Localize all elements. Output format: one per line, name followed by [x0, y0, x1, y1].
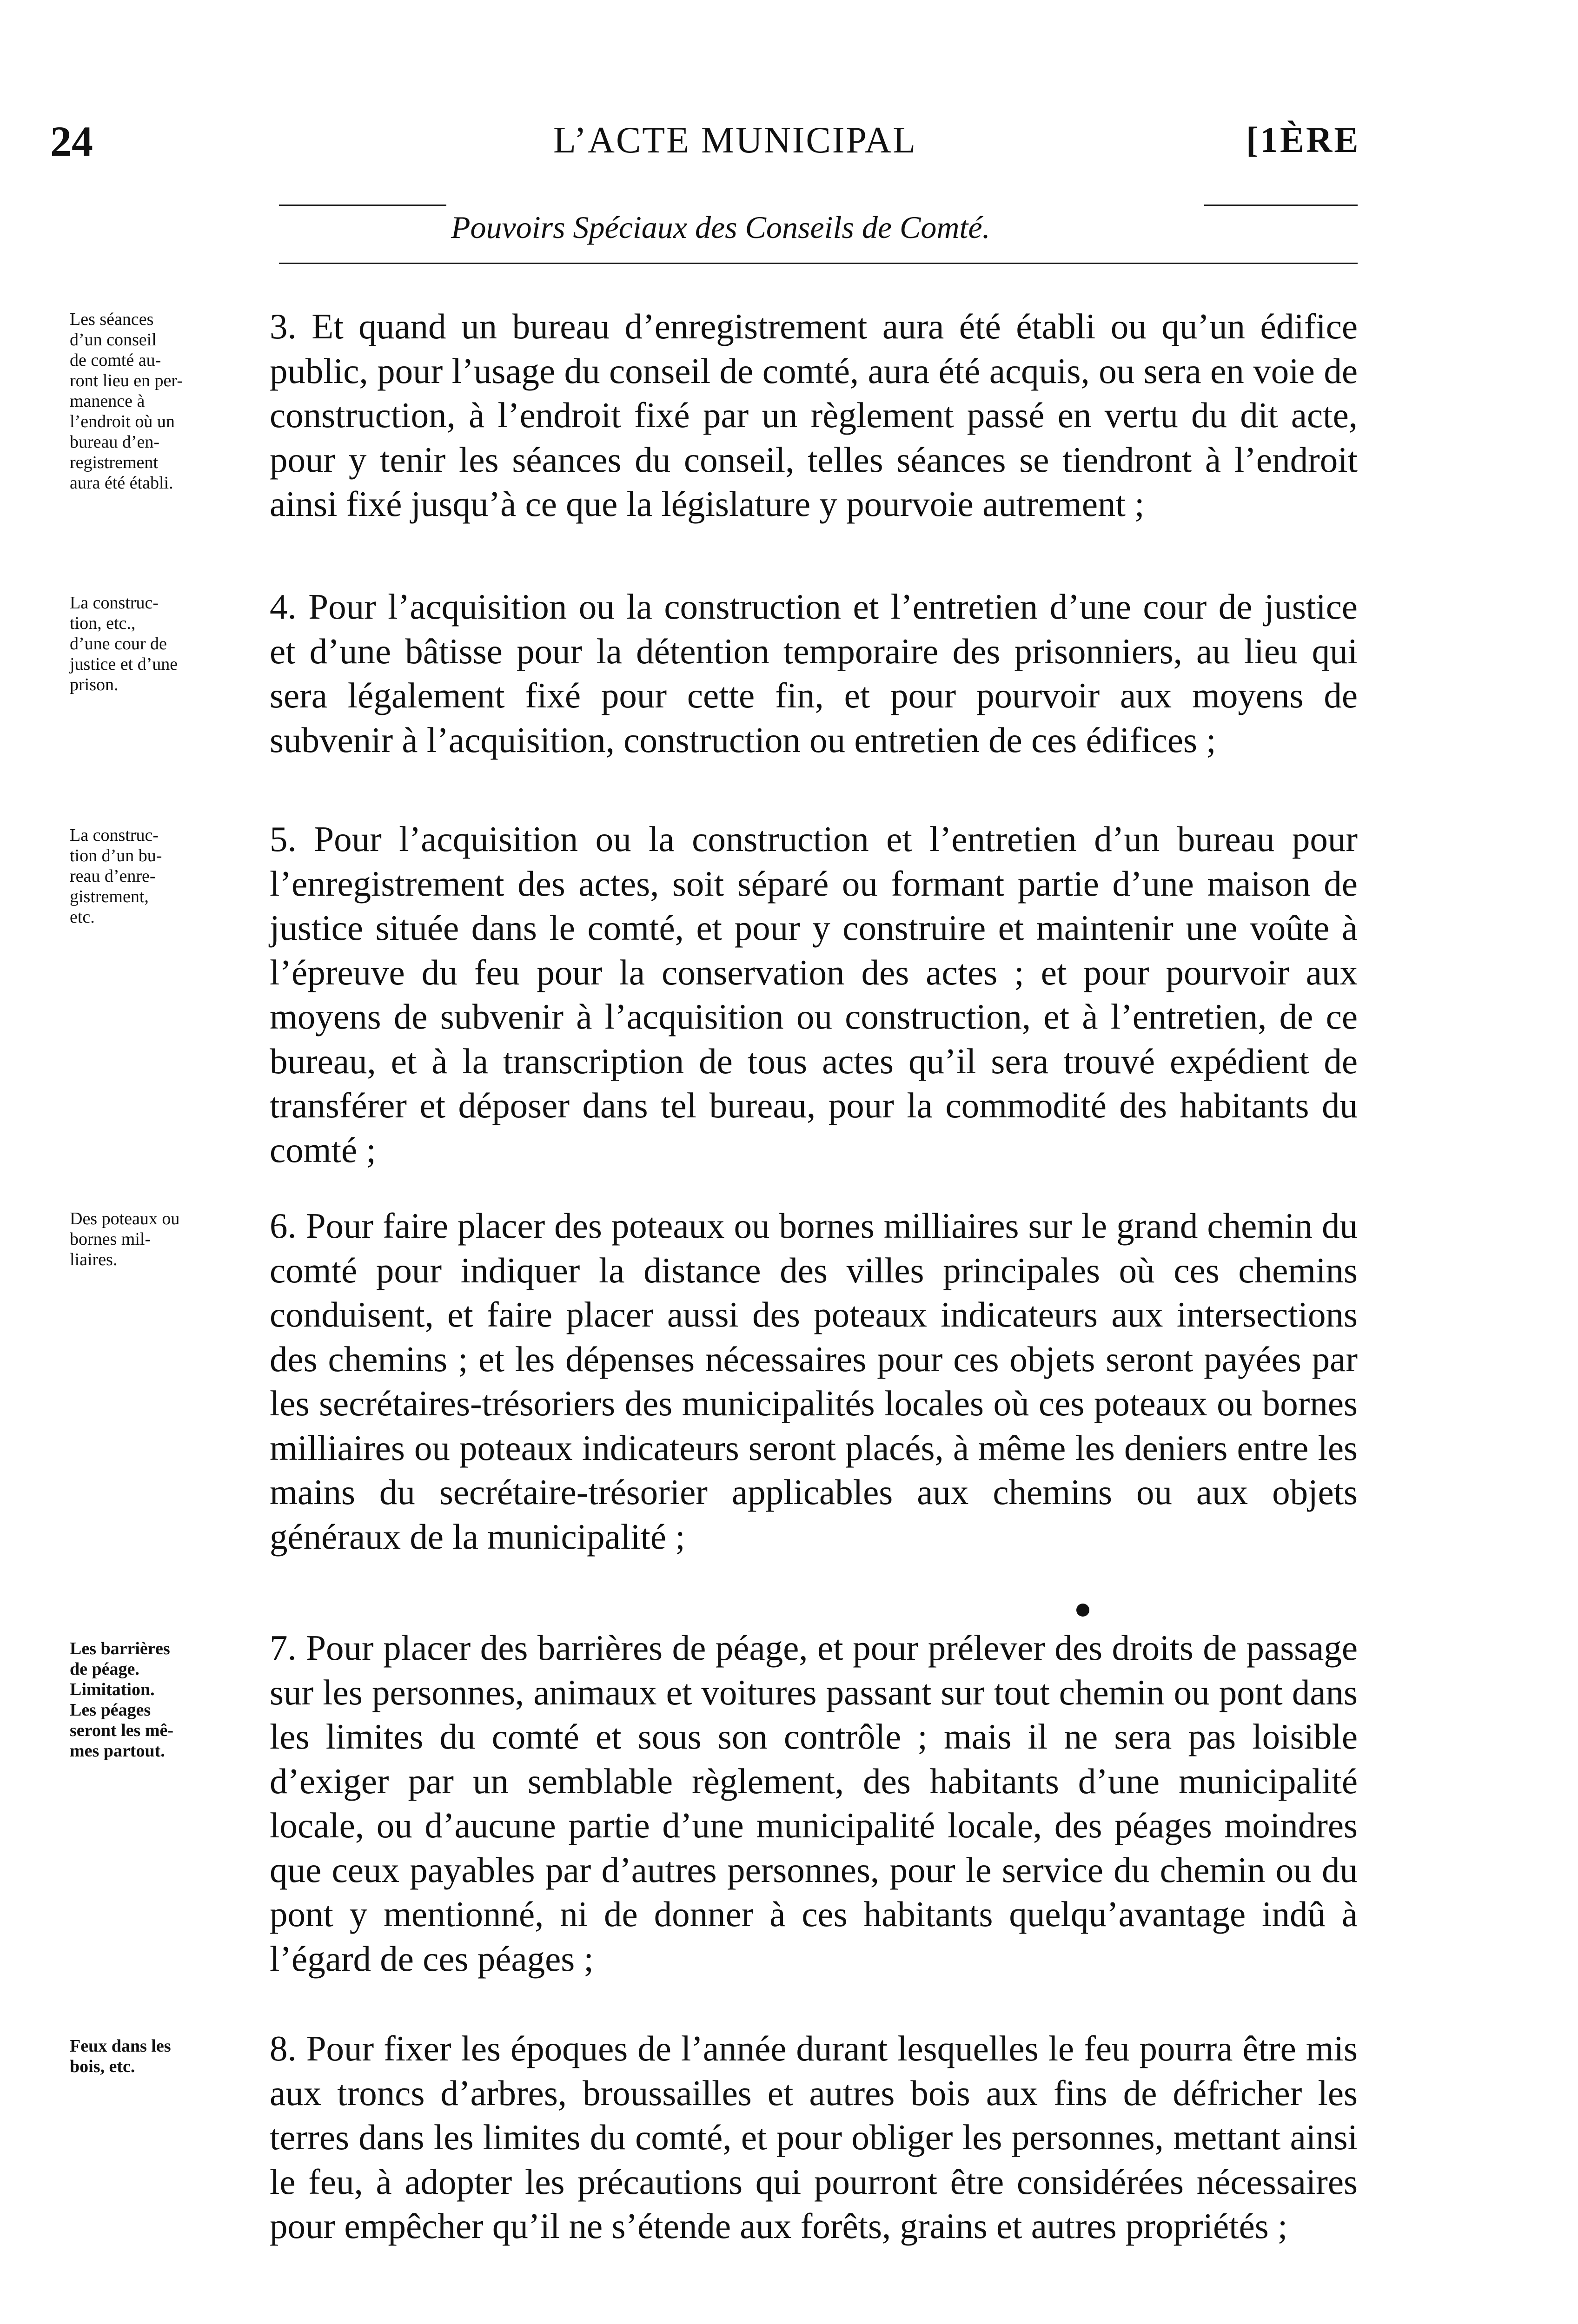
header-rule-right — [1204, 205, 1358, 206]
margin-note-line: gistrement, — [70, 887, 149, 906]
margin-note-line: etc. — [70, 907, 95, 927]
margin-note-line: La construc- — [70, 825, 159, 845]
margin-note — [70, 1208, 256, 1270]
article-8: 8. Pour fixer les époques de l’année durant lesquelles le feu pourra être mis aux troncs d’arbres, broussailles et autres bois aux fins de défricher les terres dans les limites du comté, et pour obliger les personnes, mettant ainsi le feu, à adopter les précautions qui pourront être considérées nécessaires pour empêcher qu’il ne s’étende aux forêts, grains et autres propriétés ; — [270, 2028, 1358, 2246]
article-5: 5. Pour l’acquisition ou la construction et l’entretien d’un bureau pour l’enregistrement des actes, soit séparé ou formant partie d’une maison de justice située dans le comté, et pour y construire et maintenir une voûte à l’épreuve du feu pour la conservation des actes ; et pour pourvoir aux moyens de subvenir à l’acquisition ou construction, et à l’entretien, de ce bureau, et à la transcription de tous actes qu’il sera trouvé expédient de transférer et déposer dans tel bureau, pour la commodité des habitants du comté ; — [270, 819, 1358, 1170]
margin-note-line: Les péages — [70, 1700, 151, 1720]
margin-note-line: manence à — [70, 391, 145, 411]
margin-note-line: Les séances — [70, 310, 154, 329]
margin-note — [70, 309, 256, 493]
article-3: 3. Et quand un bureau d’enregistrement aura été établi ou qu’un édifice public, pour l’usage du conseil de comté, aura été acquis, ou sera en voie de construction, à l’endroit fixé par un règlement passé en vertu du dit acte, pour y tenir les séances du conseil, telles séances se tiendront à l’endroit ainsi fixé jusqu’à ce que la législature y pourvoie autrement ; — [270, 306, 1358, 524]
margin-note-line: seront les mê- — [70, 1721, 174, 1740]
margin-note-line: bornes mil- — [70, 1229, 151, 1249]
article-7: 7. Pour placer des barrières de péage, et pour prélever des droits de passage sur les personnes, animaux et voitures passant sur tout chemin ou pont dans les limites du comté et sous son contrôle ; mais il ne sera pas loisible d’exiger par un semblable règlement, des habitants d’une municipalité locale, ou d’aucune partie d’une municipalité locale, des péages moindres que ceux payables par d’autres personnes, pour le service du chemin ou du pont y mentionné, ni de donner à ces habitants quelqu’avantage indû à l’égard de ces péages ; — [270, 1628, 1358, 1979]
margin-note-line: Limitation. — [70, 1680, 155, 1699]
margin-note-line: d’un conseil — [70, 330, 157, 350]
margin-note-line: mes partout. — [70, 1741, 165, 1761]
margin-note-line: Les barrières — [70, 1639, 170, 1658]
article-6: 6. Pour faire placer des poteaux ou bornes milliaires sur le grand chemin du comté pour indiquer la distance des villes principales où ces chemins conduisent, et faire placer aussi des poteaux indicateurs aux intersections des chemins ; et les dépenses nécessaires pour ces objets seront payées par les secrétaires-trésoriers des municipalités locales où ces poteaux ou bornes milliaires ou poteaux indicateurs seront placés, à même les deniers entre les mains du secrétaire-trésorier applicables aux chemins ou aux objets généraux de la municipalité ; — [270, 1206, 1358, 1557]
article-4: 4. Pour l’acquisition ou la construction et l’entretien d’une cour de justice et d’une bâtisse pour la détention temporaire des prisonniers, au lieu qui sera légalement fixé pour cette fin, et pour pourvoir aux moyens de subvenir à l’acquisition, construction ou entretien de ces édifices ; — [270, 587, 1358, 760]
margin-note-line: La construc- — [70, 593, 159, 613]
margin-note-line: tion d’un bu- — [70, 846, 162, 865]
header-rule-bottom — [279, 263, 1358, 264]
margin-note — [70, 2036, 256, 2077]
margin-note-line: tion, etc., — [70, 614, 136, 633]
margin-note-line: registrement — [70, 453, 158, 472]
margin-note-line: justice et d’une — [70, 654, 178, 674]
margin-note-line: Feux dans les — [70, 2036, 171, 2056]
margin-note — [70, 1638, 256, 1761]
margin-note-line: bois, etc. — [70, 2057, 135, 2076]
margin-note-line: de comté au- — [70, 350, 161, 370]
margin-note — [70, 593, 256, 695]
running-title: L’ACTE MUNICIPAL — [553, 120, 917, 161]
margin-note-line: de péage. — [70, 1659, 139, 1679]
margin-note-line: prison. — [70, 675, 119, 694]
margin-note-line: liaires. — [70, 1250, 118, 1269]
margin-note-line: bureau d’en- — [70, 432, 160, 452]
margin-note-line: aura été établi. — [70, 473, 173, 493]
margin-note-line: d’une cour de — [70, 634, 167, 654]
ink-dot — [1076, 1604, 1089, 1617]
margin-note-line: l’endroit où un — [70, 412, 175, 431]
header-rule-left — [279, 205, 446, 206]
page-number: 24 — [50, 118, 93, 165]
margin-note-line: reau d’enre- — [70, 866, 156, 886]
section-mark: [1ÈRE — [1246, 119, 1360, 160]
margin-note-line: ront lieu en per- — [70, 371, 183, 390]
margin-note-line: Des poteaux ou — [70, 1209, 180, 1228]
margin-note — [70, 825, 256, 927]
page-subtitle: Pouvoirs Spéciaux des Conseils de Comté. — [451, 210, 990, 245]
